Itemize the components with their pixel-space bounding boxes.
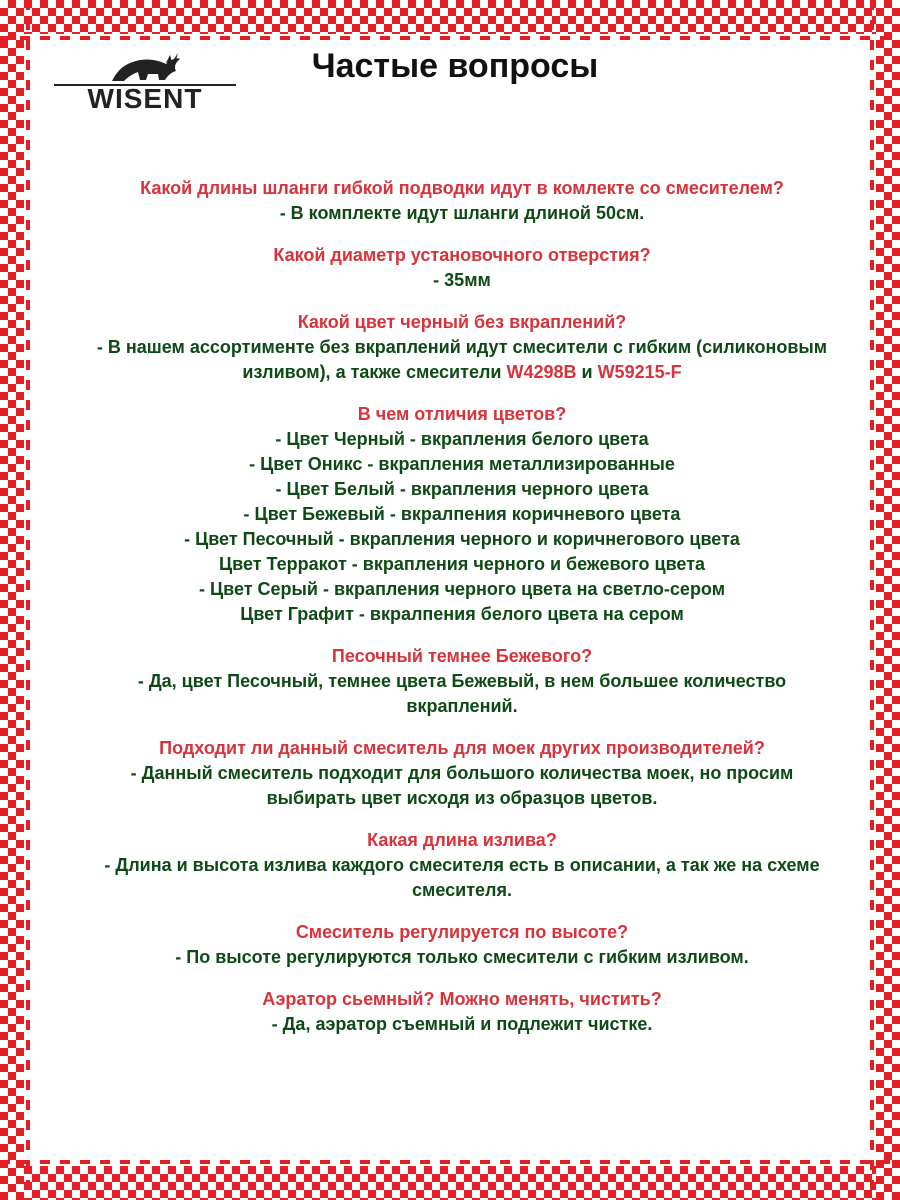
faq-question: Подходит ли данный смеситель для моек других производителей? [159, 738, 765, 758]
ornament-accent-bottom [0, 1160, 900, 1164]
faq-item [70, 987, 854, 1037]
faq-answer-line: - Да, цвет Песочный, темнее цвета Бежевый, в нем большее количество [137, 671, 787, 691]
faq-answer-with-models [70, 360, 854, 385]
faq-question: Песочный темнее Бежевого? [331, 646, 593, 666]
faq-item [70, 920, 854, 970]
faq-answer-line: - Цвет Бежевый - вкралпения коричневого цвета [243, 504, 681, 524]
brand-logo [54, 45, 236, 115]
faq-question: В чем отличия цветов? [357, 404, 567, 424]
faq-item [70, 176, 854, 226]
faq-answer-line: Цвет Терракот - вкрапления черного и бежевого цвета [218, 554, 706, 574]
ornament-border-right [876, 0, 900, 1200]
ornament-border-left [0, 0, 24, 1200]
ornament-border-top [0, 0, 900, 34]
faq-answer-line: смесителя. [412, 880, 512, 900]
faq-answer-line: - Цвет Песочный - вкрапления черного и коричнегового цвета [184, 529, 740, 549]
ornament-accent-top [0, 36, 900, 40]
faq-item [70, 243, 854, 293]
faq-answer-line: вкраплений. [406, 696, 518, 716]
faq-question: Смеситель регулируется по высоте? [295, 922, 629, 942]
model-code: W4298B [506, 362, 577, 382]
faq-answer-line: - Цвет Оникс - вкрапления металлизированные [249, 454, 675, 474]
faq-answer-line: Цвет Графит - вкралпения белого цвета на сером [240, 604, 684, 624]
faq-question: Какой длины шланги гибкой подводки идут в комлекте со смесителем? [140, 178, 784, 198]
faq-answer-line: - Длина и высота излива каждого смесителя есть в описании, а так же на схеме [104, 855, 820, 875]
faq-answer-line: выбирать цвет исходя из образцов цветов. [266, 788, 658, 808]
faq-answer-line: - Да, аэратор съемный и подлежит чистке. [271, 1014, 653, 1034]
faq-answer: - 35мм [433, 270, 491, 290]
faq-list [70, 176, 854, 1054]
faq-question: Какой цвет черный без вкраплений? [297, 312, 627, 332]
faq-question: Какой диаметр установочного отверстия? [273, 245, 651, 265]
faq-answer-line: - Цвет Серый - вкрапления черного цвета на светло-сером [198, 579, 726, 599]
bison-icon [54, 45, 236, 87]
ornament-accent-left [26, 0, 30, 1200]
faq-answer-line: - Цвет Черный - вкрапления белого цвета [275, 429, 649, 449]
faq-answer-conjunction: и [576, 362, 598, 382]
faq-item [70, 310, 854, 385]
ornament-accent-right [870, 0, 874, 1200]
ornament-border-bottom [0, 1166, 900, 1200]
faq-item [70, 402, 854, 627]
faq-answer: - В комплекте идут шланги длиной 50см. [279, 203, 645, 223]
brand-wordmark: WISENT [87, 83, 203, 114]
faq-answer-text: изливом), а также смесители [242, 362, 507, 382]
faq-answer-line: - Цвет Белый - вкрапления черного цвета [275, 479, 649, 499]
faq-question: Аэратор сьемный? Можно менять, чистить? [262, 989, 662, 1009]
faq-item [70, 828, 854, 903]
faq-answer-line: - Данный смеситель подходит для большого количества моек, но просим [130, 763, 794, 783]
page-title: Частые вопросы [311, 47, 599, 85]
faq-item [70, 736, 854, 811]
faq-answer-line: - По высоте регулируются только смесители с гибким изливом. [175, 947, 749, 967]
model-code: W59215-F [597, 362, 682, 382]
faq-question: Какая длина излива? [367, 830, 557, 850]
faq-answer: - В нашем ассортименте без вкраплений идут смесители с гибким (силиконовым [96, 337, 828, 357]
faq-item [70, 644, 854, 719]
